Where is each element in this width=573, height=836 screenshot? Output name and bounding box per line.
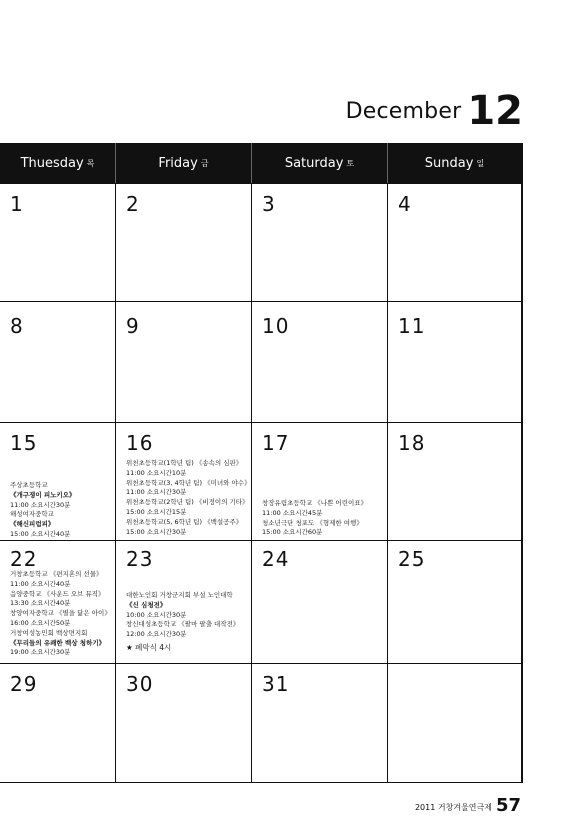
day-cell[interactable] [252, 423, 388, 540]
day-number: 1 [10, 192, 24, 216]
day-number: 30 [126, 672, 154, 696]
day-number: 24 [262, 547, 290, 571]
week-row [0, 663, 521, 782]
day-cell[interactable] [116, 302, 252, 422]
event-line: 13:30 소요시간40분 [10, 599, 71, 608]
event-line: 15:00 소요시간30분 [126, 527, 187, 536]
day-number: 9 [126, 314, 140, 338]
month-name: December [345, 99, 462, 124]
event-line: 11:00 소요시간40분 [10, 579, 71, 588]
page-number: 57 [495, 795, 521, 816]
month-number: 12 [467, 88, 523, 134]
day-cell[interactable] [252, 664, 388, 782]
event-line: 거창초등학교 《편지혼의 선물》 [10, 570, 103, 578]
event-line: 위천초등학교(5, 6학년 팀) 《백설공주》 [126, 517, 243, 526]
event-list [10, 481, 76, 540]
week-row [0, 422, 521, 540]
week-row [0, 183, 521, 301]
day-cell[interactable] [116, 184, 252, 301]
event-line: 대한노인회 거창군지회 부설 노인대학 [126, 591, 233, 599]
event-line: 19:00 소요시간30분 [10, 648, 71, 657]
day-cell[interactable] [116, 541, 252, 663]
day-cell[interactable] [388, 302, 521, 422]
event-list [262, 499, 367, 538]
event-line: 16:00 소요시간50분 [10, 618, 71, 627]
page-footer [415, 795, 521, 816]
week-row [0, 540, 521, 663]
event-list [126, 459, 251, 537]
event-line: 11:00 소요시간30분 [10, 500, 71, 509]
day-cell[interactable] [116, 664, 252, 782]
day-number: 22 [10, 547, 38, 571]
day-number: 25 [398, 547, 426, 571]
event-line: 《해신피럼피》 [10, 520, 55, 529]
event-line: 창양여자중학교 《별을 닮은 아이》 [10, 609, 111, 618]
week-row [0, 301, 521, 422]
day-number: 8 [10, 314, 24, 338]
weekday-thursday: Thuesday 목 [0, 143, 116, 183]
weekday-saturday: Saturday 토 [252, 143, 388, 183]
calendar-grid [0, 143, 523, 783]
day-number: 17 [262, 431, 290, 455]
event-line: 주상초등학교 [10, 481, 48, 489]
event-line: 창신대성초등학교 《팔마 팔출 대작전》 [126, 620, 240, 629]
day-number: 4 [398, 192, 412, 216]
day-cell[interactable] [388, 423, 521, 540]
event-line: 15:00 소요시간60분 [262, 528, 323, 537]
event-line: 위천초등학교(2학년 팀) 《비정이의 기타》 [126, 498, 249, 507]
day-cell[interactable] [388, 664, 521, 782]
event-line: 음양중학교 《사운드 오브 뮤직》 [10, 589, 105, 598]
event-line: 12:00 소요시간30분 [126, 630, 187, 639]
day-number: 16 [126, 431, 154, 455]
day-cell[interactable] [252, 541, 388, 663]
event-line: 창장유림초등학교 《나쁜 어린이표》 [262, 499, 368, 507]
event-line: 11:00 소요시간45분 [262, 508, 323, 517]
event-line: 《개구쟁이 피노키오》 [10, 490, 76, 499]
day-number: 18 [398, 431, 426, 455]
day-cell[interactable] [388, 541, 521, 663]
event-line: 거창여성농민회 백상면지회 [10, 628, 88, 637]
event-line: 15:00 소요시간15분 [126, 507, 187, 516]
day-cell[interactable] [252, 302, 388, 422]
month-title [345, 88, 523, 134]
event-line: 위천초등학교(1학년 팀) 《송속의 심판》 [126, 459, 243, 467]
event-line: 해성여자중학교 [10, 510, 54, 519]
weekday-header [0, 143, 521, 183]
event-line: 11:00 소요시간30분 [126, 488, 187, 497]
day-number: 10 [262, 314, 290, 338]
day-number: 3 [262, 192, 276, 216]
weekday-sunday: Sunday 일 [424, 155, 485, 171]
footer-text: 2011 거창겨울연극제 [414, 803, 492, 812]
event-line: 10:00 소요시간30분 [126, 610, 187, 619]
event-line: ★ 폐막식 4시 [126, 642, 172, 652]
event-line: 15:00 소요시간40분 [10, 529, 71, 538]
day-cell[interactable] [0, 302, 116, 422]
day-cell[interactable] [252, 184, 388, 301]
day-cell[interactable] [116, 423, 252, 540]
day-number: 2 [126, 192, 140, 216]
day-cell[interactable] [0, 664, 116, 782]
event-line: 《신 심청전》 [126, 600, 167, 609]
day-cell[interactable] [0, 184, 116, 301]
event-list [10, 570, 111, 658]
event-line: 청소년극단 청포도 《형제한 여행》 [262, 518, 363, 527]
day-cell[interactable] [0, 541, 116, 663]
day-number: 11 [398, 314, 426, 338]
event-line: 위천초등학교(3, 4학년 팀) 《미녀와 야수》 [126, 478, 251, 487]
event-line: 《무리들의 유쾌한 백상 청하기》 [10, 638, 106, 647]
event-list [126, 591, 239, 653]
day-cell[interactable] [388, 184, 521, 301]
day-number: 31 [262, 672, 290, 696]
weekday-friday: Friday 금 [116, 143, 252, 183]
day-number: 23 [126, 547, 154, 571]
day-number: 29 [10, 672, 38, 696]
event-line: 11:00 소요시간10분 [126, 468, 187, 477]
day-cell[interactable] [0, 423, 116, 540]
day-number: 15 [10, 431, 38, 455]
